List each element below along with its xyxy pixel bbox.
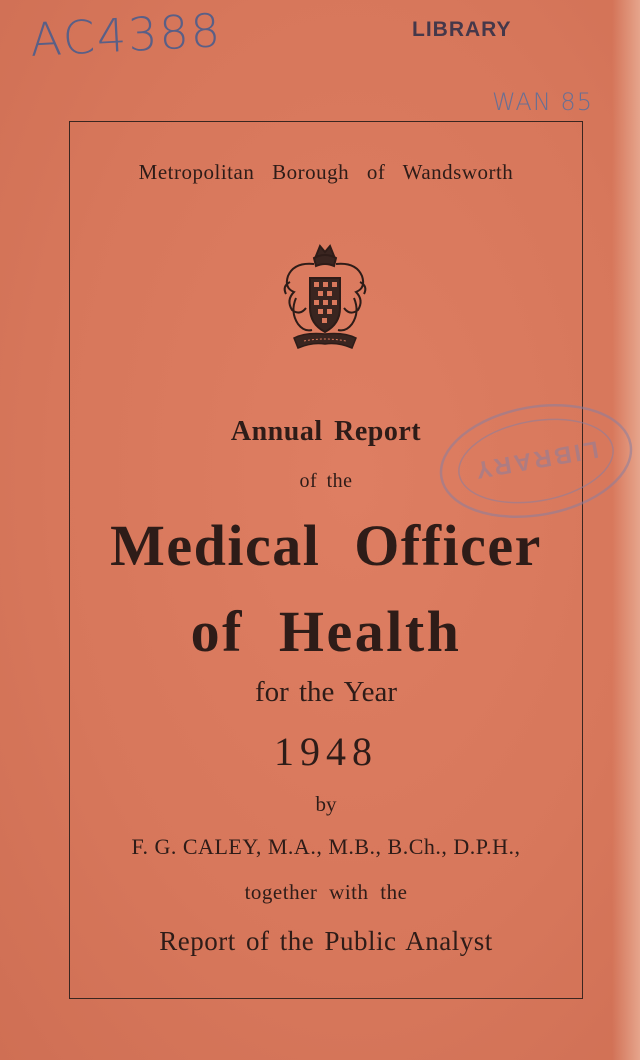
title-line-2: of Health <box>190 599 462 664</box>
borough-name: Metropolitan Borough of Wandsworth <box>138 160 514 184</box>
public-analyst-report-line: Report of the Public Analyst <box>159 926 493 956</box>
for-the-year-line: for the Year <box>254 676 398 708</box>
report-heading: Annual Report <box>230 416 422 447</box>
by-line: by <box>315 792 337 816</box>
shelfmark-note: WAN 85 <box>492 88 593 116</box>
report-year: 1948 <box>274 729 378 774</box>
library-stamp: LIBRARY <box>412 18 512 41</box>
title-line-1: Medical Officer <box>110 513 542 578</box>
cover-edge-wear <box>612 0 640 1060</box>
of-the-line: of the <box>299 470 353 492</box>
borough-coat-of-arms-icon <box>276 242 374 354</box>
accession-number: AC4388 <box>28 3 224 67</box>
library-seal-text: LIBRARY <box>470 435 601 484</box>
author-name: F. G. CALEY, M.A., M.B., B.Ch., D.P.H., <box>131 834 521 859</box>
together-with-line: together with the <box>244 880 408 904</box>
